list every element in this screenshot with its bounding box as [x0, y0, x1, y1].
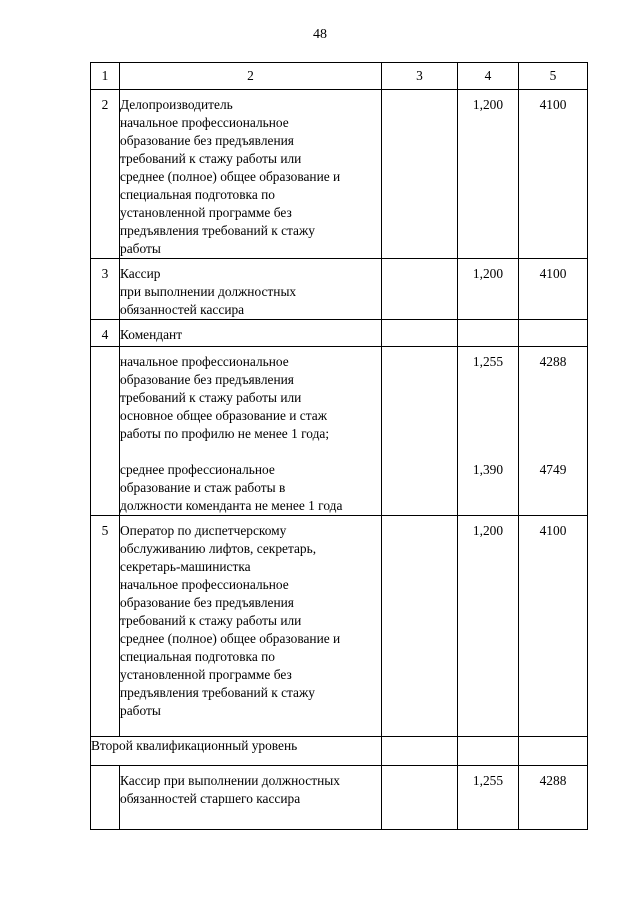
description-line: требований к стажу работы или [120, 613, 302, 628]
table-row [91, 259, 588, 320]
salary-value: 4100 [539, 266, 567, 281]
col3-cell [382, 320, 458, 347]
position-description [120, 766, 382, 830]
description-line: предъявления требований к стажу [120, 685, 315, 700]
header-col-4: 4 [458, 63, 519, 90]
coefficient-value [458, 320, 519, 347]
row-number: 4 [101, 327, 109, 342]
description-line: предъявления требований к стажу [120, 223, 315, 238]
position-description [120, 259, 382, 320]
col3-cell [382, 259, 458, 320]
header-col-5: 5 [519, 63, 588, 90]
table-row [91, 320, 588, 347]
description-line: образование без предъявления [120, 595, 294, 610]
description-line: среднее профессиональное [120, 462, 275, 477]
position-description [120, 320, 382, 347]
table-row [91, 766, 588, 830]
description-line: при выполнении должностных [120, 284, 297, 299]
description-line: установленной программе без [120, 205, 292, 220]
qualification-table [90, 62, 588, 830]
description-line: должности коменданта не менее 1 года [120, 498, 343, 513]
description-line: обслуживанию лифтов, секретарь, [120, 541, 317, 556]
description-line: образование и стаж работы в [120, 480, 286, 495]
coefficient-value: 1,255 [472, 773, 504, 788]
table-row [91, 347, 588, 516]
description-line: установленной программе без [120, 667, 292, 682]
coefficient-value: 1,255 [472, 354, 504, 369]
salary-value: 4288 [539, 354, 567, 369]
description-line: начальное профессиональное [120, 354, 289, 369]
salary-value [519, 320, 588, 347]
row-number [91, 766, 120, 830]
header-col-1: 1 [91, 63, 120, 90]
description-line: образование без предъявления [120, 133, 294, 148]
row-number [91, 347, 120, 516]
coefficient-value: 1,200 [472, 523, 504, 538]
col3-cell [382, 766, 458, 830]
description-line: Комендант [120, 327, 183, 342]
description-line: начальное профессиональное [120, 577, 289, 592]
description-line: Оператор по диспетчерскому [120, 523, 287, 538]
page-number: 48 [313, 27, 327, 42]
description-line: работы [120, 241, 161, 256]
col3-cell [382, 90, 458, 259]
description-line: Делопроизводитель [120, 97, 233, 112]
table-row [91, 90, 588, 259]
row-number: 3 [101, 266, 109, 281]
coefficient-value: 1,200 [472, 266, 504, 281]
coefficient-value: 1,390 [472, 462, 504, 477]
description-line: среднее (полное) общее образование и [120, 631, 341, 646]
table-header-row [91, 63, 588, 90]
description-line: основное общее образование и стаж [120, 408, 327, 423]
description-line: секретарь-машинистка [120, 559, 251, 574]
salary-value: 4288 [539, 773, 567, 788]
description-line: Кассир при выполнении должностных [120, 773, 340, 788]
salary-value: 4100 [539, 523, 567, 538]
description-line: обязанностей кассира [120, 302, 245, 317]
position-description [120, 516, 382, 737]
col3-cell [382, 516, 458, 737]
section-row [91, 737, 588, 766]
description-line: начальное профессиональное [120, 115, 289, 130]
description-line: работы [120, 703, 161, 718]
salary-value: 4100 [539, 97, 567, 112]
row-number: 2 [101, 97, 109, 112]
col3-cell [382, 347, 458, 516]
table-row [91, 516, 588, 737]
row-number: 5 [101, 523, 109, 538]
description-line: требований к стажу работы или [120, 390, 302, 405]
section-title: Второй квалификационный уровень [91, 737, 382, 766]
header-col-3: 3 [382, 63, 458, 90]
coefficient-value: 1,200 [472, 97, 504, 112]
description-line: специальная подготовка по [120, 649, 275, 664]
salary-value: 4749 [539, 462, 567, 477]
description-line: образование без предъявления [120, 372, 294, 387]
description-line: Кассир [120, 266, 161, 281]
description-line: среднее (полное) общее образование и [120, 169, 341, 184]
position-description [120, 90, 382, 259]
description-line: обязанностей старшего кассира [120, 791, 301, 806]
description-line: специальная подготовка по [120, 187, 275, 202]
position-description [120, 347, 382, 516]
description-line: работы по профилю не менее 1 года; [120, 426, 330, 441]
header-col-2: 2 [120, 63, 382, 90]
description-line: требований к стажу работы или [120, 151, 302, 166]
